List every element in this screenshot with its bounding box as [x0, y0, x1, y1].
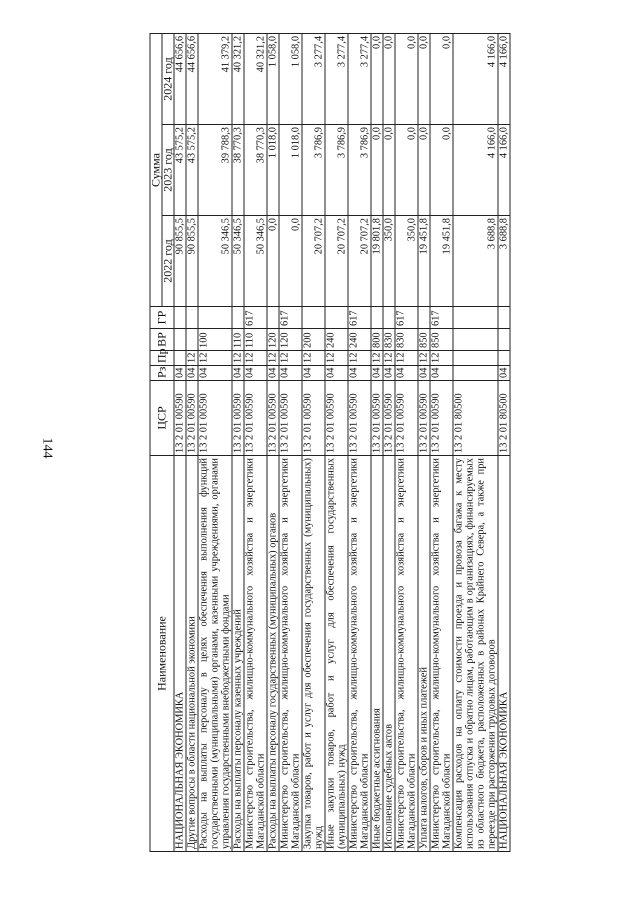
row-pr: 12	[348, 351, 371, 366]
table-row	[198, 33, 232, 851]
row-pr: 12	[383, 351, 395, 366]
row-2024: 40 321,2	[232, 33, 244, 124]
row-rz: 04	[302, 366, 325, 381]
row-name: Другие вопросы в области национальной экономики	[186, 456, 198, 852]
row-pr	[453, 351, 498, 366]
row-gr	[186, 307, 198, 329]
row-rz: 04	[186, 366, 198, 381]
table-row	[348, 33, 371, 851]
row-pr	[174, 351, 186, 366]
row-csr: 13 2 01 00590	[395, 381, 418, 456]
row-pr: 12	[186, 351, 198, 366]
row-gr: 617	[395, 307, 418, 329]
row-rz: 04	[174, 366, 186, 381]
header-sum: Сумма	[150, 33, 162, 306]
row-gr	[174, 307, 186, 329]
row-csr: 13 2 01 00590	[302, 381, 325, 456]
row-2023: 43 575,2	[186, 125, 198, 216]
row-pr: 12	[395, 351, 418, 366]
row-csr: 13 2 01 80500	[453, 381, 498, 456]
row-2022: 20 707,2	[325, 216, 348, 307]
row-rz: 04	[430, 366, 453, 381]
header-gr: ГР	[150, 307, 174, 329]
row-2023: 0,0	[395, 125, 418, 216]
table-row	[430, 33, 453, 851]
row-2022: 3 688,8	[453, 216, 498, 307]
row-2022: 19 451,8	[430, 216, 453, 307]
table-row	[244, 33, 267, 851]
row-rz: 04	[198, 366, 232, 381]
header-rz: Рз	[150, 366, 174, 381]
row-vr	[186, 329, 198, 351]
row-2023: 4 166,0	[498, 125, 510, 216]
row-gr	[383, 307, 395, 329]
header-vr: ВР	[150, 329, 174, 351]
row-pr: 12	[279, 351, 302, 366]
row-name: Расходы на выплаты персоналу казенных учреждений	[232, 456, 244, 852]
row-2023: 3 786,9	[348, 125, 371, 216]
row-gr	[418, 307, 430, 329]
row-rz: 04	[418, 366, 430, 381]
row-name: НАЦИОНАЛЬНАЯ ЭКОНОМИКА	[174, 456, 186, 852]
row-name: Министерство строительства, жилищно-коммунального хозяйства и энергетики Магаданской области	[348, 456, 371, 852]
row-name: Расходы на выплаты персоналу в целях обеспечения выполнения функций государственными (муниципальными) органами, казенными учреждениями, органами управления государственными внебюджетными фондами	[198, 456, 232, 852]
row-2024: 41 379,2	[198, 33, 232, 124]
row-2023: 38 770,3	[244, 125, 267, 216]
row-pr: 12	[371, 351, 383, 366]
table-row	[279, 33, 302, 851]
row-name: Иные бюджетные ассигнования	[371, 456, 383, 852]
row-2022: 20 707,2	[348, 216, 371, 307]
row-vr: 200	[302, 329, 325, 351]
row-gr: 617	[348, 307, 371, 329]
row-2024: 3 277,4	[325, 33, 348, 124]
row-pr	[498, 351, 510, 366]
row-2024: 40 321,2	[244, 33, 267, 124]
row-vr: 850	[430, 329, 453, 351]
row-2024: 4 166,0	[498, 33, 510, 124]
row-2022: 20 707,2	[302, 216, 325, 307]
row-vr: 240	[325, 329, 348, 351]
row-rz: 04	[348, 366, 371, 381]
row-csr: 13 2 01 80500	[498, 381, 510, 456]
row-pr: 12	[418, 351, 430, 366]
header-name: Наименование	[150, 456, 174, 852]
row-pr: 12	[325, 351, 348, 366]
row-name: Уплата налогов, сборов и иных платежей	[418, 456, 430, 852]
row-vr: 830	[395, 329, 418, 351]
row-2023: 3 786,9	[302, 125, 325, 216]
row-csr: 13 2 01 00590	[348, 381, 371, 456]
row-rz: 04	[244, 366, 267, 381]
budget-table	[150, 33, 511, 852]
row-name: Министерство строительства, жилищно-коммунального хозяйства и энергетики Магаданской области	[430, 456, 453, 852]
row-rz: 04	[232, 366, 244, 381]
row-2024: 44 656,6	[186, 33, 198, 124]
row-csr: 13 2 01 00590	[232, 381, 244, 456]
row-csr: 13 2 01 00590	[186, 381, 198, 456]
row-2024: 0,0	[430, 33, 453, 124]
table-row	[395, 33, 418, 851]
table-row	[232, 33, 244, 851]
row-csr: 13 2 01 00590	[418, 381, 430, 456]
row-vr: 830	[383, 329, 395, 351]
row-2022: 90 855,5	[174, 216, 186, 307]
row-2022: 19 451,8	[418, 216, 430, 307]
row-2022: 350,0	[383, 216, 395, 307]
row-name: Иные закупки товаров, работ и услуг для обеспечения государственных (муниципальных) нужд	[325, 456, 348, 852]
row-csr: 13 2 01 00590	[383, 381, 395, 456]
row-gr: 617	[244, 307, 267, 329]
row-pr: 12	[302, 351, 325, 366]
table-row	[383, 33, 395, 851]
row-2022: 50 346,5	[244, 216, 267, 307]
row-name: Министерство строительства, жилищно-коммунального хозяйства и энергетики Магаданской области	[395, 456, 418, 852]
row-2023: 0,0	[418, 125, 430, 216]
row-2022: 3 688,8	[498, 216, 510, 307]
row-gr	[232, 307, 244, 329]
row-pr: 12	[244, 351, 267, 366]
row-pr: 12	[198, 351, 232, 366]
row-2022: 90 855,5	[186, 216, 198, 307]
row-rz: 04	[325, 366, 348, 381]
row-name: Исполнение судебных актов	[383, 456, 395, 852]
row-vr: 240	[348, 329, 371, 351]
row-name: Закупка товаров, работ и услуг для обеспечения государственных (муниципальных) нужд	[302, 456, 325, 852]
row-pr: 12	[267, 351, 279, 366]
row-2022: 350,0	[395, 216, 418, 307]
row-2023: 1 018,0	[267, 125, 279, 216]
header-csr: ЦСР	[150, 381, 174, 456]
row-gr	[453, 307, 498, 329]
table-row	[174, 33, 186, 851]
row-rz: 04	[279, 366, 302, 381]
row-vr: 110	[232, 329, 244, 351]
row-2024: 1 058,0	[267, 33, 279, 124]
row-rz: 04	[383, 366, 395, 381]
row-2024: 3 277,4	[302, 33, 325, 124]
table-row	[498, 33, 510, 851]
header-2022: 2022 год	[162, 216, 174, 307]
row-vr	[453, 329, 498, 351]
row-pr: 12	[430, 351, 453, 366]
table-row	[267, 33, 279, 851]
row-2023: 43 575,2	[174, 125, 186, 216]
row-csr: 13 2 01 00590	[325, 381, 348, 456]
row-csr: 13 2 01 00590	[267, 381, 279, 456]
row-rz: 04	[498, 366, 510, 381]
row-rz: 04	[395, 366, 418, 381]
page-number: 144	[39, 437, 55, 459]
row-name: НАЦИОНАЛЬНАЯ ЭКОНОМИКА	[498, 456, 510, 852]
table-row	[453, 33, 498, 851]
row-2023: 38 770,3	[232, 125, 244, 216]
row-2022: 0,0	[267, 216, 279, 307]
row-gr	[325, 307, 348, 329]
table-row	[418, 33, 430, 851]
header-2023: 2023 год	[162, 125, 174, 216]
row-2022: 50 346,5	[232, 216, 244, 307]
row-csr: 13 2 01 00590	[279, 381, 302, 456]
row-2023: 1 018,0	[279, 125, 302, 216]
row-2022: 50 346,5	[198, 216, 232, 307]
row-2023: 3 786,9	[325, 125, 348, 216]
rotated-table-container	[150, 34, 511, 852]
row-gr	[498, 307, 510, 329]
row-csr: 13 2 01 00590	[430, 381, 453, 456]
row-2023: 0,0	[371, 125, 383, 216]
row-2022: 0,0	[279, 216, 302, 307]
row-2024: 0,0	[383, 33, 395, 124]
table-row	[325, 33, 348, 851]
row-name: Компенсация расходов на оплату стоимости проезда и провоза багажа к месту использования отпуска и обратно лицам, работающим в организациях, финансируемых из областного бюджета, расположенных в районах Крайнего Севера, а также при переезде при расторжении трудовых договоров	[453, 456, 498, 852]
row-vr: 110	[244, 329, 267, 351]
row-2023: 0,0	[430, 125, 453, 216]
row-2024: 0,0	[418, 33, 430, 124]
table-row	[302, 33, 325, 851]
row-2024: 4 166,0	[453, 33, 498, 124]
row-pr: 12	[232, 351, 244, 366]
row-vr: 100	[198, 329, 232, 351]
row-rz: 04	[267, 366, 279, 381]
row-2023: 39 788,3	[198, 125, 232, 216]
header-2024: 2024 год	[162, 33, 174, 124]
row-name: Расходы на выплаты персоналу государственных (муниципальных) органов	[267, 456, 279, 852]
row-gr: 617	[279, 307, 302, 329]
row-gr	[198, 307, 232, 329]
row-gr	[267, 307, 279, 329]
row-gr: 617	[430, 307, 453, 329]
row-rz	[453, 366, 498, 381]
row-vr: 120	[279, 329, 302, 351]
row-2023: 4 166,0	[453, 125, 498, 216]
row-csr: 13 2 01 00590	[174, 381, 186, 456]
header-pr: Пр	[150, 351, 174, 366]
row-gr	[302, 307, 325, 329]
row-vr	[174, 329, 186, 351]
row-vr: 800	[371, 329, 383, 351]
row-csr: 13 2 01 00590	[371, 381, 383, 456]
row-name: Министерство строительства, жилищно-коммунального хозяйства и энергетики Магаданской области	[279, 456, 302, 852]
row-2023: 0,0	[383, 125, 395, 216]
table-row	[371, 33, 383, 851]
row-2024: 44 656,6	[174, 33, 186, 124]
row-2024: 1 058,0	[279, 33, 302, 124]
row-csr: 13 2 01 00590	[198, 381, 232, 456]
row-2024: 0,0	[371, 33, 383, 124]
row-vr	[498, 329, 510, 351]
row-2022: 19 801,8	[371, 216, 383, 307]
row-csr: 13 2 01 00590	[244, 381, 267, 456]
row-gr	[371, 307, 383, 329]
row-rz: 04	[371, 366, 383, 381]
table-body	[174, 33, 510, 851]
row-vr: 850	[418, 329, 430, 351]
row-2024: 0,0	[395, 33, 418, 124]
row-2024: 3 277,4	[348, 33, 371, 124]
row-name: Министерство строительства, жилищно-коммунального хозяйства и энергетики Магаданской области	[244, 456, 267, 852]
table-row	[186, 33, 198, 851]
row-vr: 120	[267, 329, 279, 351]
